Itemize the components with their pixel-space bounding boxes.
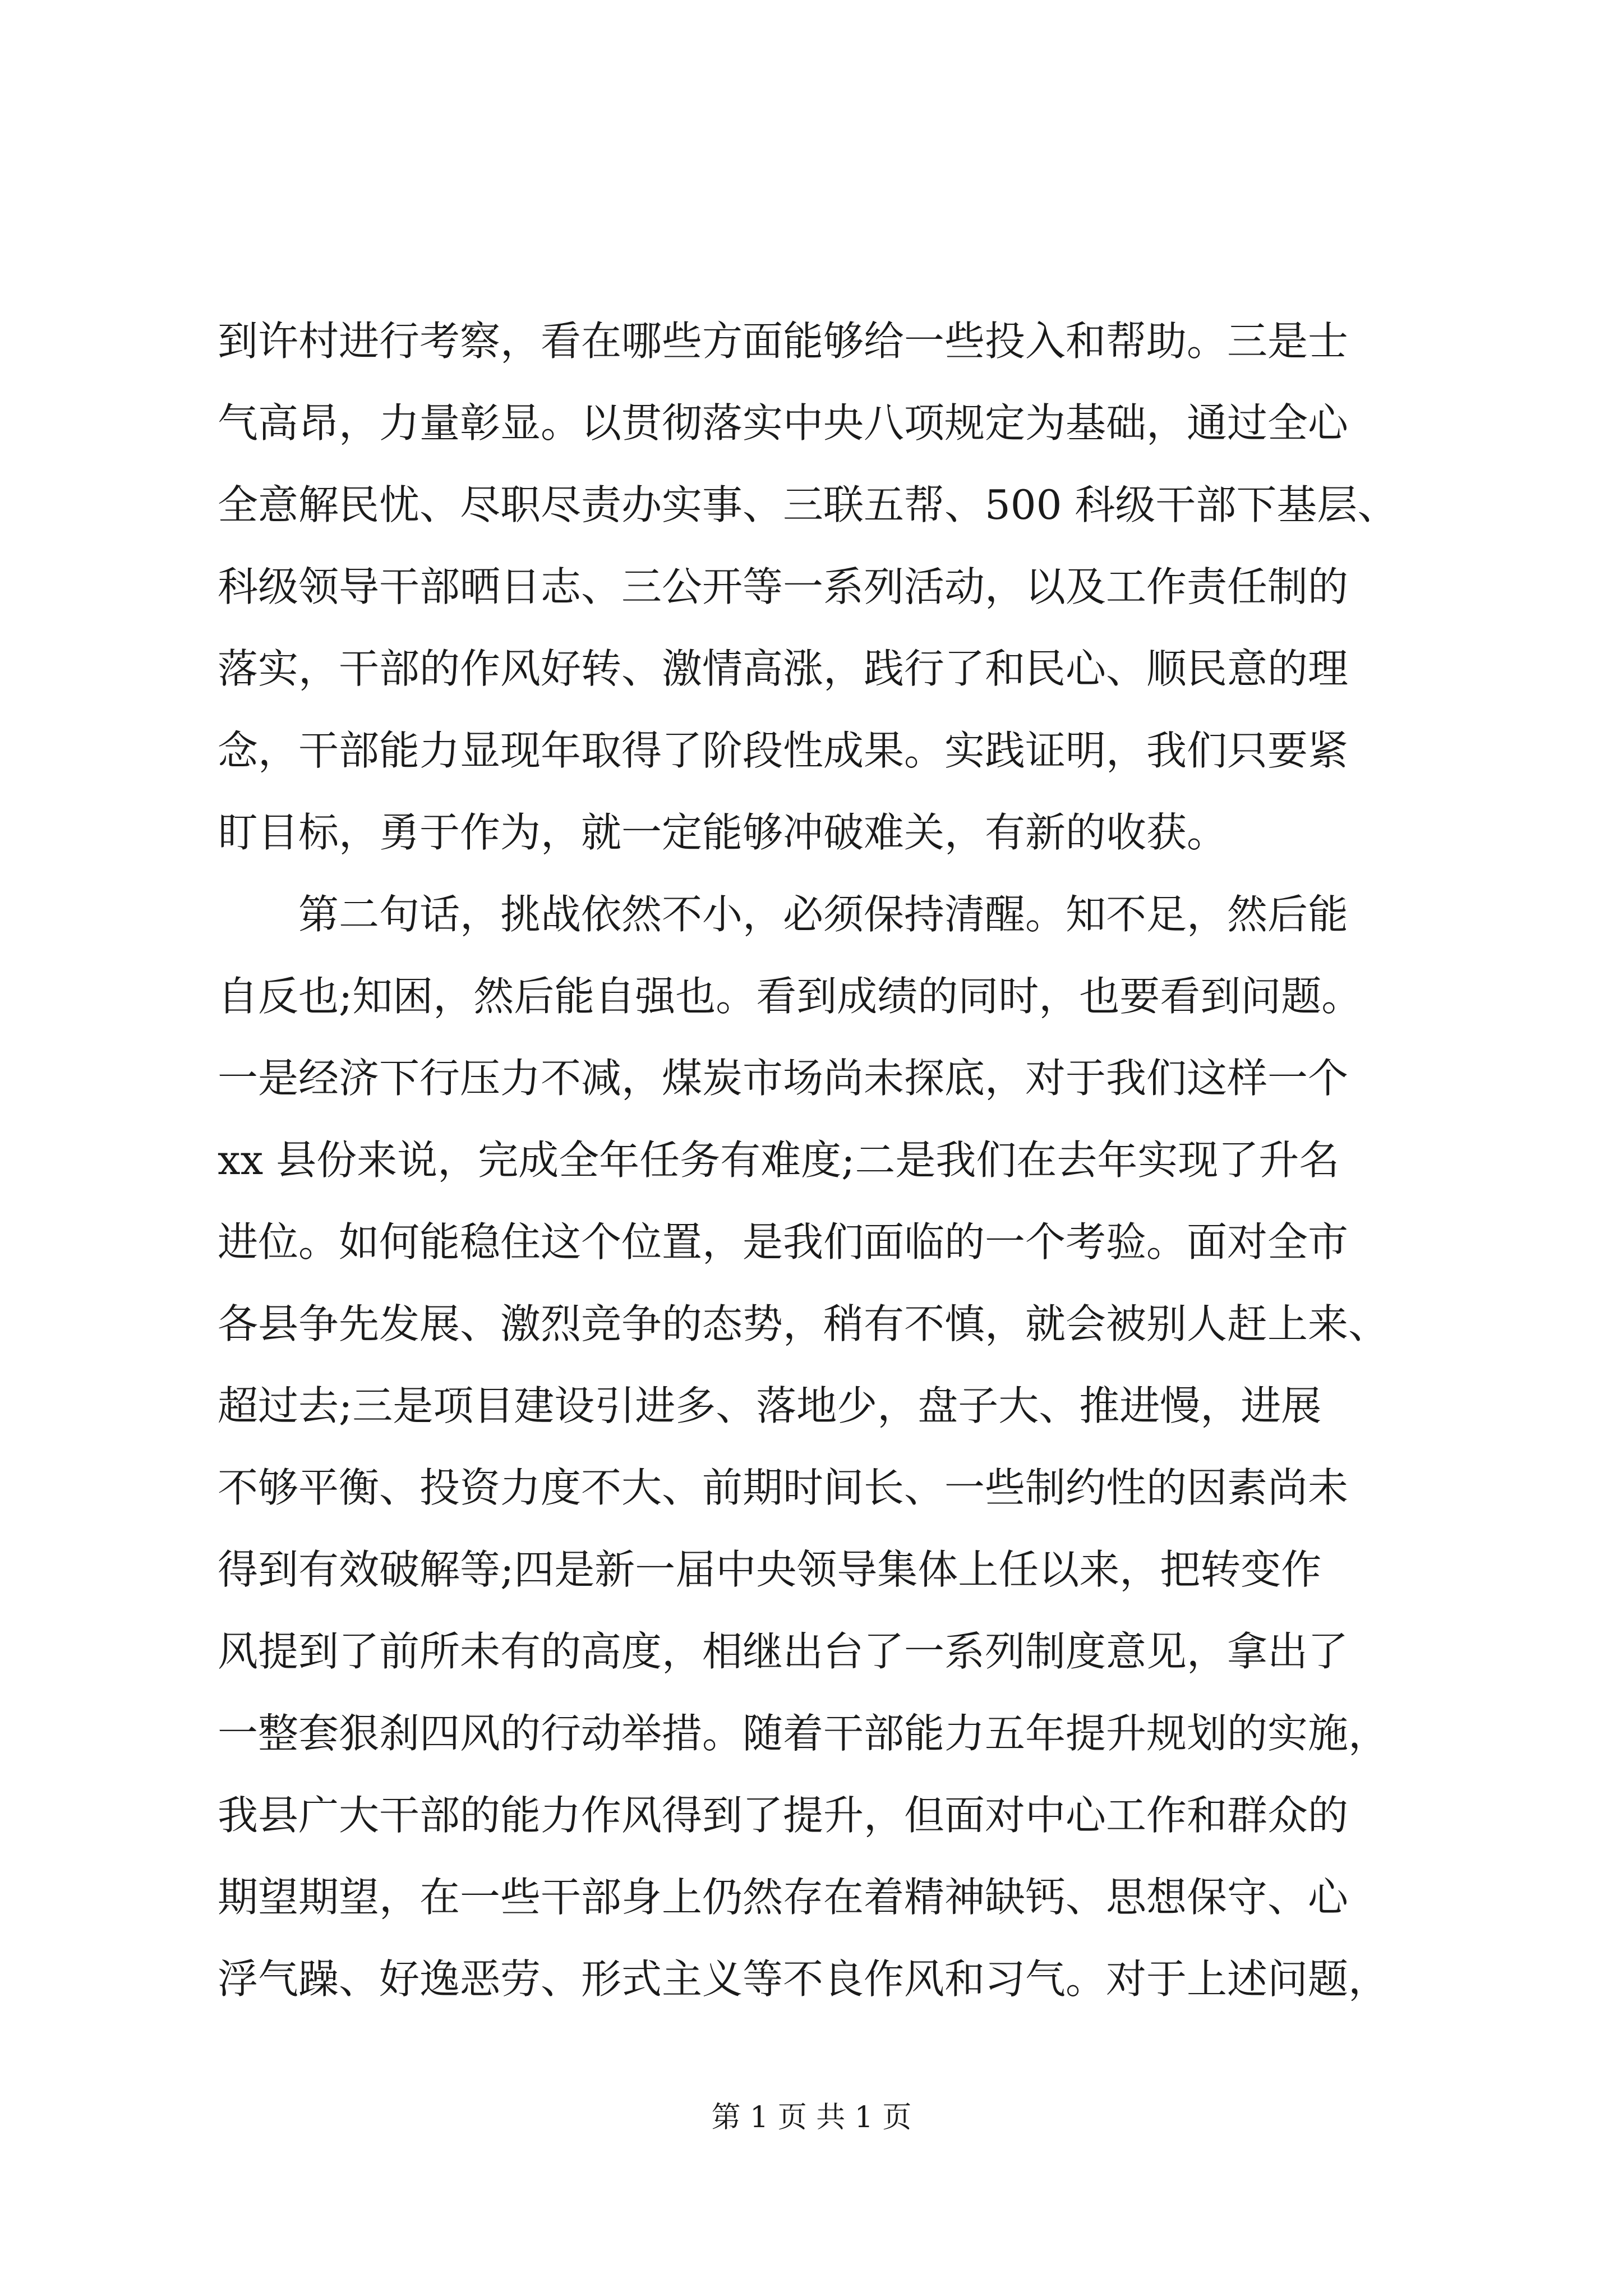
text-line: 全意解民忧、尽职尽责办实事、三联五帮、500 科级干部下基层、 — [218, 481, 1398, 528]
text-line: 科级领导干部晒日志、三公开等一系列活动，以及工作责任制的 — [218, 563, 1349, 610]
text-line: xx 县份来说，完成全年任务有难度;二是我们在去年实现了升名 — [218, 1137, 1340, 1184]
text-line: 各县争先发展、激烈竞争的态势，稍有不慎，就会被别人赶上来、 — [218, 1300, 1389, 1347]
paragraph-start-line: 第二句话，挑战依然不小，必须保持清醒。知不足，然后能 — [298, 891, 1349, 938]
text-line: 不够平衡、投资力度不大、前期时间长、一些制约性的因素尚未 — [218, 1464, 1349, 1511]
text-line: 到许村进行考察，看在哪些方面能够给一些投入和帮助。三是士 — [218, 318, 1349, 365]
text-line: 气高昂，力量彰显。以贯彻落实中央八项规定为基础，通过全心 — [218, 399, 1349, 447]
text-line: 风提到了前所未有的高度，相继出台了一系列制度意见，拿出了 — [218, 1628, 1349, 1675]
text-line: 进位。如何能稳住这个位置，是我们面临的一个考验。面对全市 — [218, 1218, 1349, 1266]
text-line: 盯目标，勇于作为，就一定能够冲破难关，有新的收获。 — [218, 809, 1228, 856]
text-line: 一是经济下行压力不减，煤炭市场尚未探底，对于我们这样一个 — [218, 1055, 1349, 1102]
page-number-footer: 第 1 页 共 1 页 — [711, 2101, 912, 2134]
text-line: 念，干部能力显现年取得了阶段性成果。实践证明，我们只要紧 — [218, 727, 1349, 774]
text-line: 我县广大干部的能力作风得到了提升，但面对中心工作和群众的 — [218, 1792, 1349, 1839]
text-line: 一整套狠刹四风的行动举措。随着干部能力五年提升规划的实施， — [218, 1710, 1389, 1757]
text-line: 自反也;知困，然后能自强也。看到成绩的同时，也要看到问题。 — [218, 973, 1362, 1020]
text-line: 超过去;三是项目建设引进多、落地少，盘子大、推进慢，进展 — [218, 1382, 1322, 1429]
text-line: 得到有效破解等;四是新一届中央领导集体上任以来，把转变作 — [218, 1546, 1322, 1593]
text-line: 浮气躁、好逸恶劳、形式主义等不良作风和习气。对于上述问题， — [218, 1955, 1389, 2003]
text-line: 期望期望，在一些干部身上仍然存在着精神缺钙、思想保守、心 — [218, 1874, 1349, 1921]
body-text — [218, 300, 1485, 2020]
text-line: 落实，干部的作风好转、激情高涨，践行了和民心、顺民意的理 — [218, 645, 1349, 692]
